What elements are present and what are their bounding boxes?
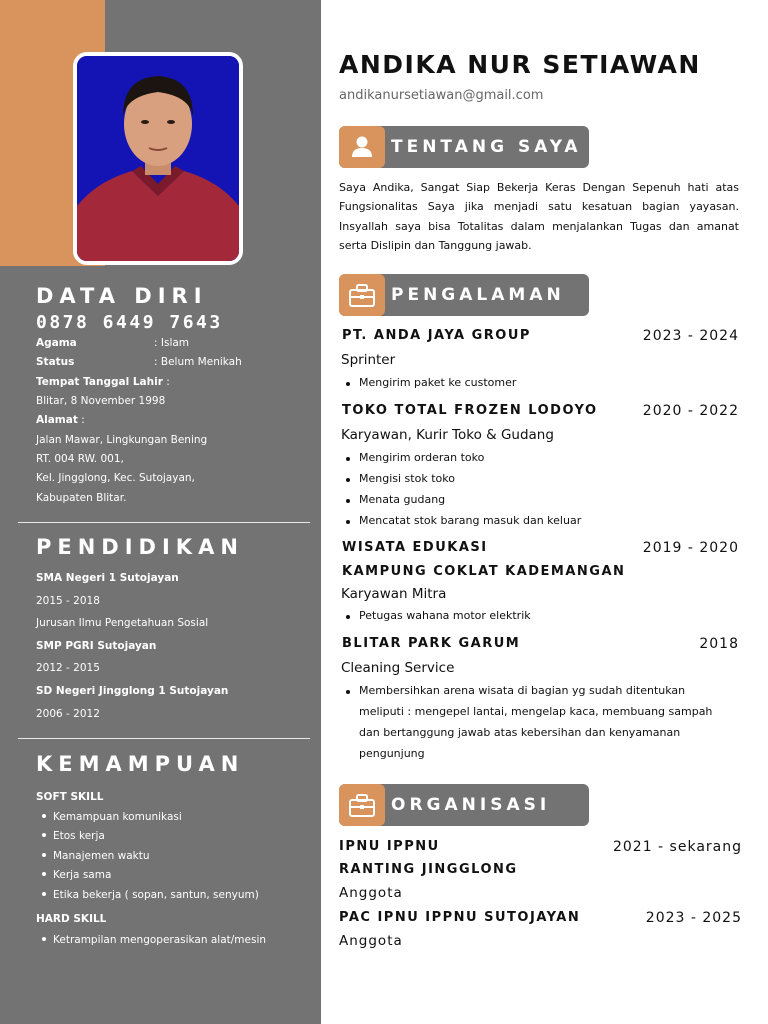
alamat-row bbox=[36, 414, 85, 426]
hard-skill-label: HARD SKILL bbox=[36, 913, 107, 925]
agama-row bbox=[36, 337, 190, 349]
skill-item: Kerja sama bbox=[42, 869, 111, 881]
job-task: Mencatat stok barang masuk dan keluar bbox=[359, 514, 582, 527]
ttl-colon: : bbox=[162, 376, 170, 388]
job-task-continued: meliputi : mengepel lantai, mengelap kaca, membuang sampah bbox=[359, 705, 713, 718]
job-role: Sprinter bbox=[341, 352, 396, 368]
alamat-colon: : bbox=[77, 414, 85, 426]
org-role: Anggota bbox=[339, 933, 403, 949]
kemampuan-heading: KEMAMPUAN bbox=[36, 752, 245, 776]
about-text: Saya Andika, Sangat Siap Bekerja Keras Dengan Sepenuh hati atas Fungsionalitas Saya jika menjadi satu kesatuan bagian yayasan. Insyallah saya bisa Totalitas dalam menjalankan Tugas dan amanat serta Dislipin dan Tanggung jawab. bbox=[339, 181, 739, 252]
person-icon bbox=[339, 126, 385, 168]
section-divider bbox=[18, 738, 310, 739]
job-task: Mengisi stok toko bbox=[359, 472, 455, 485]
job-task: Mengirim orderan toko bbox=[359, 451, 485, 464]
org-name: IPNU IPPNU bbox=[339, 839, 440, 854]
briefcase-icon bbox=[339, 274, 385, 316]
org-years: 2023 - 2025 bbox=[645, 910, 742, 926]
school-major: Jurusan Ilmu Pengetahuan Sosial bbox=[36, 617, 209, 629]
school-name: SMA Negeri 1 Sutojayan bbox=[36, 572, 179, 584]
briefcase-icon bbox=[339, 784, 385, 826]
org-years: 2021 - sekarang bbox=[612, 839, 742, 855]
skill-item: Ketrampilan mengoperasikan alat/mesin bbox=[42, 934, 266, 946]
org-name: RANTING JINGGLONG bbox=[339, 862, 518, 877]
alamat-line: RT. 004 RW. 001, bbox=[36, 453, 124, 465]
job-company: TOKO TOTAL FROZEN LODOYO bbox=[342, 403, 598, 418]
job-years: 2023 - 2024 bbox=[642, 328, 739, 344]
sidebar bbox=[0, 0, 321, 1024]
skill-item: Etika bekerja ( sopan, santun, senyum) bbox=[42, 889, 259, 901]
organisasi-heading: ORGANISASI bbox=[391, 795, 551, 815]
school-years: 2012 - 2015 bbox=[36, 662, 100, 674]
alamat-line: Kel. Jingglong, Kec. Sutojayan, bbox=[36, 472, 195, 484]
alamat-line: Jalan Mawar, Lingkungan Bening bbox=[36, 434, 208, 446]
school-name: SMP PGRI Sutojayan bbox=[36, 640, 157, 652]
job-role: Karyawan, Kurir Toko & Gudang bbox=[341, 427, 554, 443]
job-company: WISATA EDUKASI bbox=[342, 540, 488, 555]
ttl-row bbox=[36, 376, 170, 388]
job-task: Petugas wahana motor elektrik bbox=[359, 609, 531, 622]
pengalaman-header bbox=[339, 274, 589, 316]
ttl-label: Tempat Tanggal Lahir bbox=[36, 376, 163, 388]
email-address[interactable]: andikanursetiawan@gmail.com bbox=[339, 88, 544, 103]
job-years: 2020 - 2022 bbox=[642, 403, 739, 419]
agama-label: Agama bbox=[36, 337, 77, 349]
alamat-label: Alamat bbox=[36, 414, 78, 426]
alamat-line: Kabupaten Blitar. bbox=[36, 492, 127, 504]
school-years: 2015 - 2018 bbox=[36, 595, 100, 607]
skill-item: Etos kerja bbox=[42, 830, 105, 842]
job-task-continued: dan bertanggung jawab atas kebersihan dan kenyamanan bbox=[359, 726, 681, 739]
soft-skill-label: SOFT SKILL bbox=[36, 791, 104, 803]
profile-photo bbox=[73, 52, 243, 265]
skill-item: Kemampuan komunikasi bbox=[42, 811, 182, 823]
pendidikan-heading: PENDIDIKAN bbox=[36, 535, 244, 559]
job-task: Mengirim paket ke customer bbox=[359, 376, 517, 389]
pengalaman-heading: PENGALAMAN bbox=[391, 285, 565, 305]
org-role: Anggota bbox=[339, 885, 403, 901]
job-task: Membersihkan arena wisata di bagian yg sudah ditentukan bbox=[359, 684, 686, 697]
phone-number: 0878 6449 7643 bbox=[36, 312, 223, 333]
job-company: KAMPUNG COKLAT KADEMANGAN bbox=[342, 564, 626, 579]
job-years: 2019 - 2020 bbox=[642, 540, 739, 556]
organisasi-header bbox=[339, 784, 589, 826]
job-role: Cleaning Service bbox=[341, 660, 455, 676]
full-name: ANDIKA NUR SETIAWAN bbox=[339, 50, 701, 79]
job-task-continued: pengunjung bbox=[359, 747, 425, 760]
tentang-header bbox=[339, 126, 589, 168]
status-label: Status bbox=[36, 356, 75, 368]
job-task: Menata gudang bbox=[359, 493, 446, 506]
job-company: PT. ANDA JAYA GROUP bbox=[342, 328, 531, 343]
status-row bbox=[36, 356, 242, 368]
org-name: PAC IPNU IPPNU SUTOJAYAN bbox=[339, 910, 581, 925]
section-divider bbox=[18, 522, 310, 523]
status-value: : Belum Menikah bbox=[154, 356, 242, 368]
job-company: BLITAR PARK GARUM bbox=[342, 636, 521, 651]
agama-value: : Islam bbox=[154, 337, 190, 349]
data-diri-heading: DATA DIRI bbox=[36, 284, 208, 308]
school-years: 2006 - 2012 bbox=[36, 708, 100, 720]
ttl-value: Blitar, 8 November 1998 bbox=[36, 395, 166, 407]
school-name: SD Negeri Jingglong 1 Sutojayan bbox=[36, 685, 229, 697]
tentang-heading: TENTANG SAYA bbox=[391, 137, 582, 157]
job-role: Karyawan Mitra bbox=[341, 586, 447, 602]
job-years: 2018 bbox=[699, 636, 739, 652]
skill-item: Manajemen waktu bbox=[42, 850, 150, 862]
